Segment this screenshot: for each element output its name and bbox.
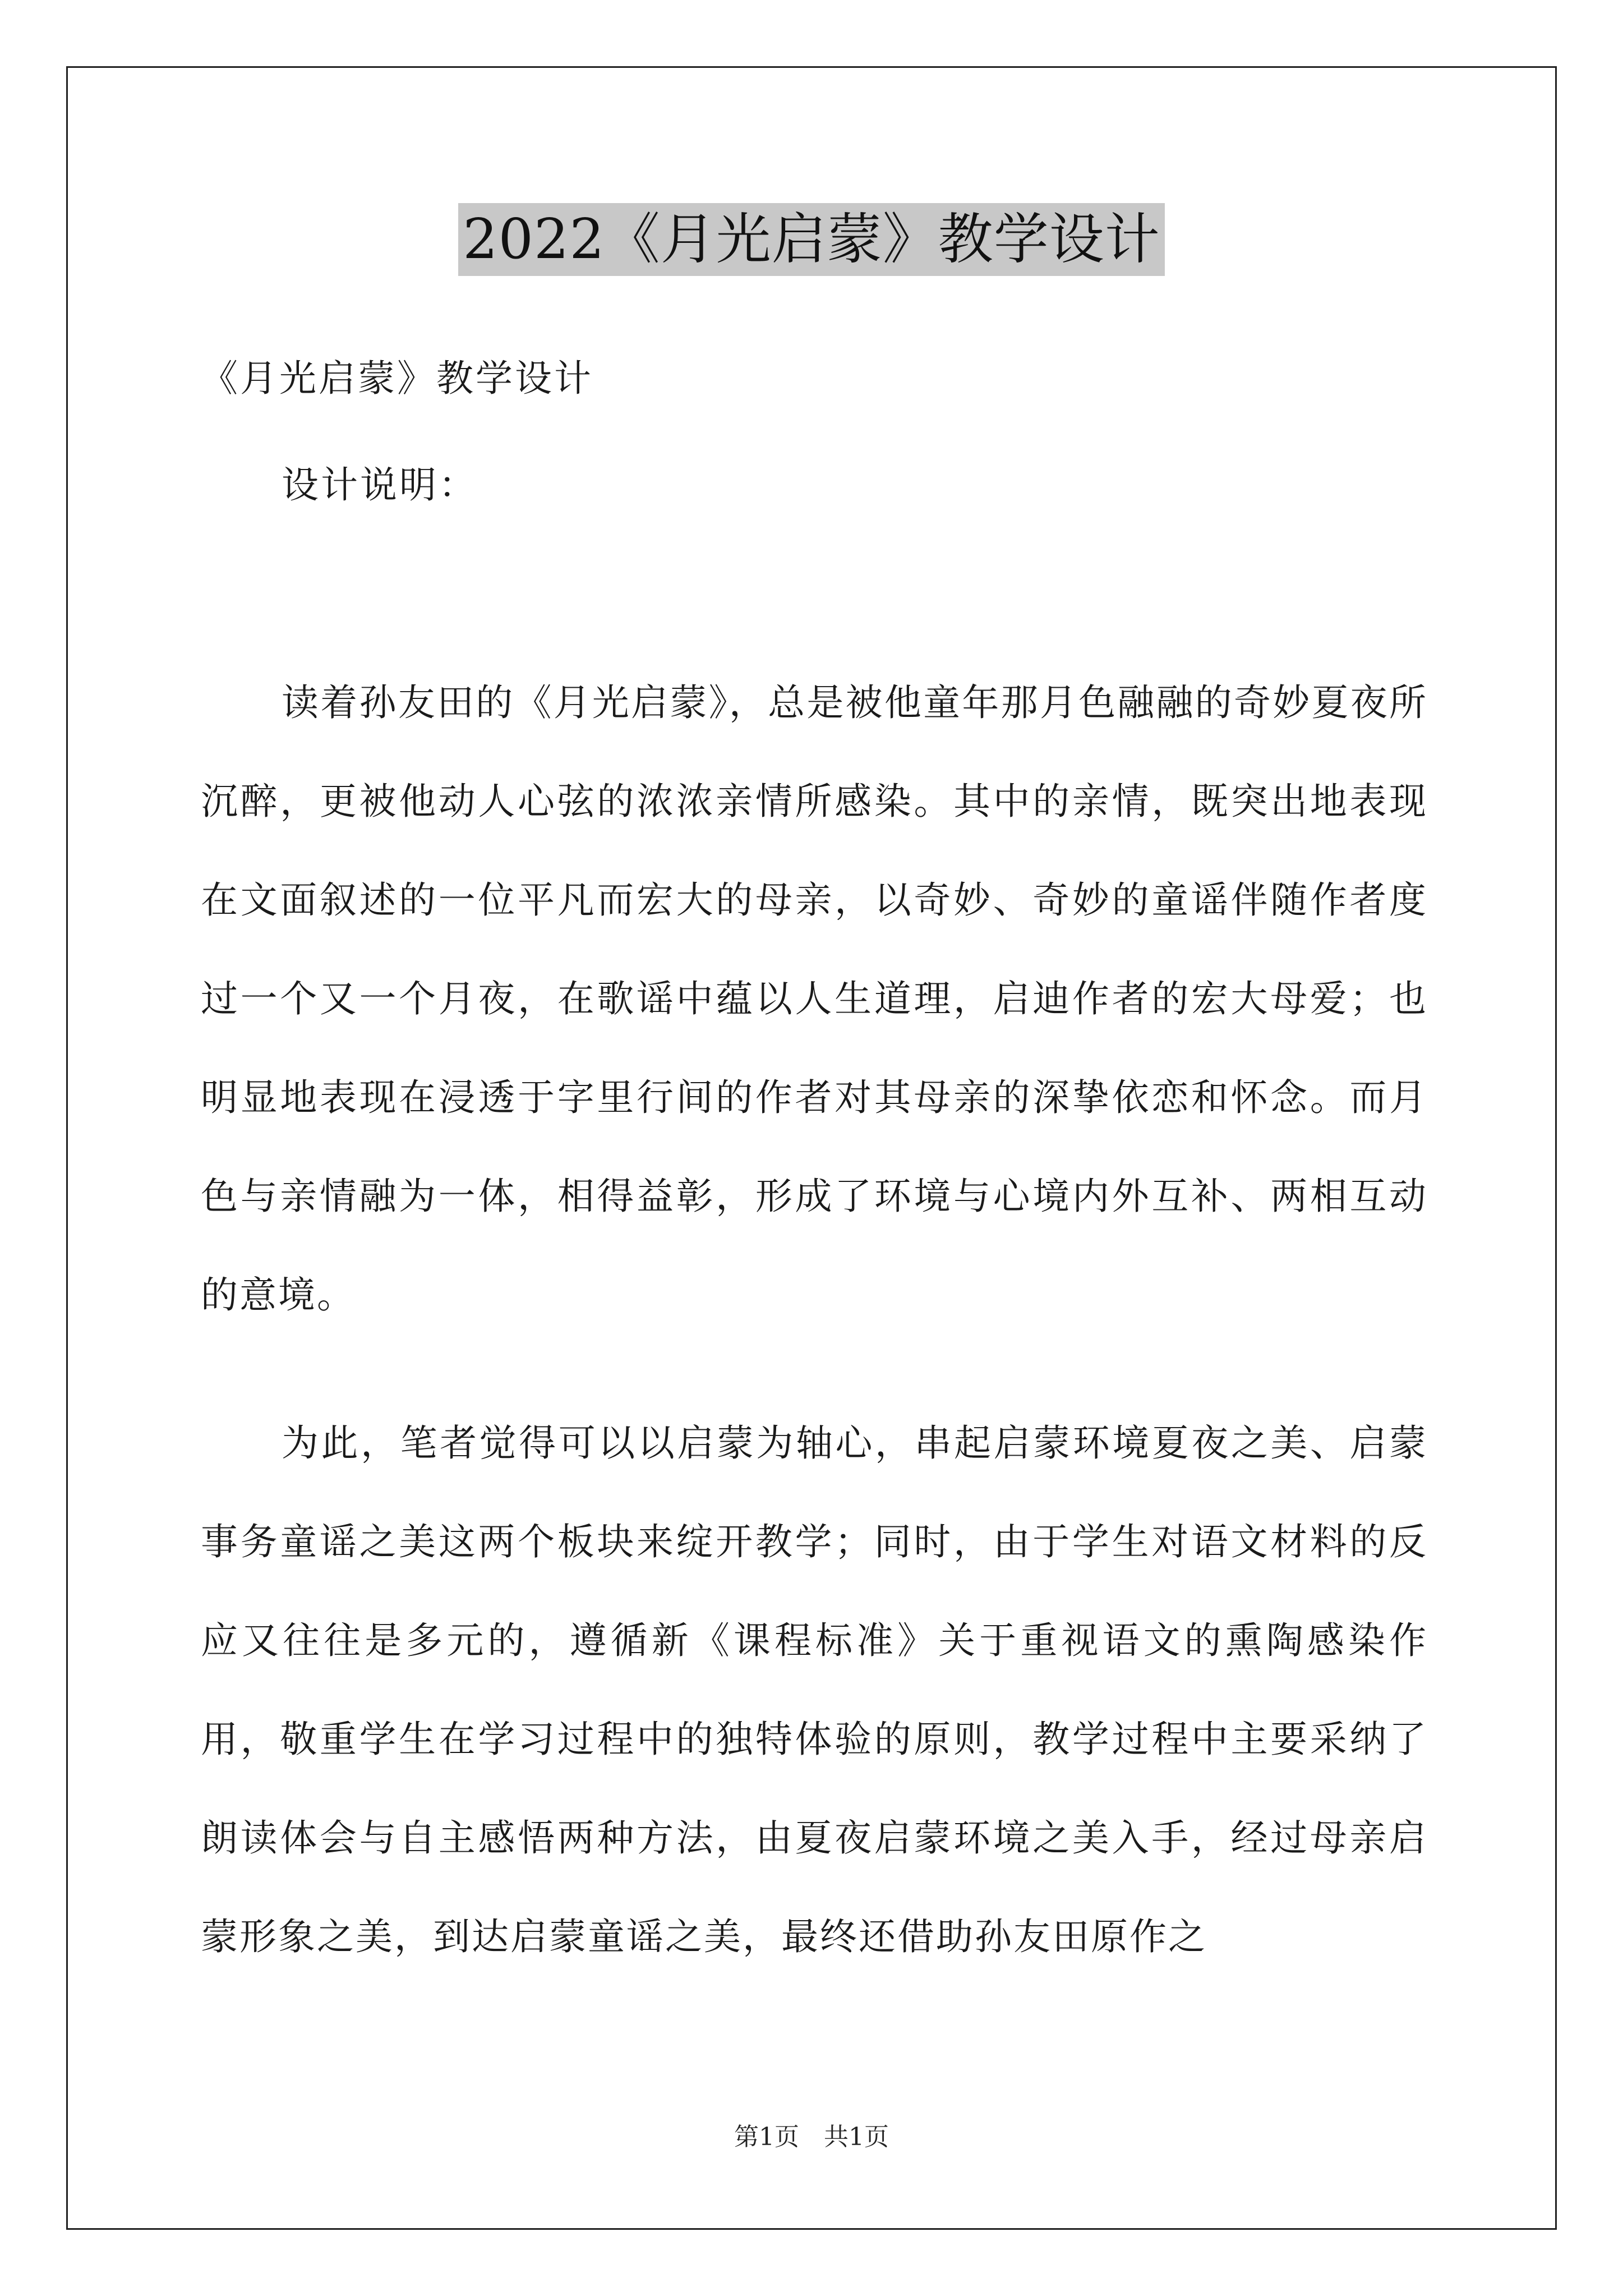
document-title: 2022《月光启蒙》教学设计 (458, 203, 1164, 276)
page-footer: 第1页 共1页 (734, 2123, 889, 2151)
body-paragraph-1: 读着孙友田的《月光启蒙》，总是被他童年那月色融融的奇妙夏夜所沉醉，更被他动人心弦的浓浓亲情所感染。其中的亲情，既突出地表现在文面叙述的一位平凡而宏大的母亲，以奇妙、奇妙的童谣伴随作者度过一个又一个月夜，在歌谣中蕴以人生道理，启迪作者的宏大母爱；也明显地表现在浸透于字里行间的作者对其母亲的深挚依恋和怀念。而月色与亲情融为一体，相得益彰，形成了环境与心境内外互补、两相互动的意境。 (201, 681, 1428, 1317)
section-heading: 设计说明： (282, 463, 478, 507)
document-subtitle: 《月光启蒙》教学设计 (201, 357, 593, 400)
title-container (0, 203, 1623, 276)
body-paragraph-2: 为此，笔者觉得可以以启蒙为轴心，串起启蒙环境夏夜之美、启蒙事务童谣之美这两个板块来绽开教学；同时，由于学生对语文材料的反应又往往是多元的，遵循新《课程标准》关于重视语文的熏陶感染作用，敬重学生在学习过程中的独特体验的原则，教学过程中主要采纳了朗读体会与自主感悟两种方法，由夏夜启蒙环境之美入手，经过母亲启蒙形象之美，到达启蒙童谣之美，最终还借助孙友田原作之 (201, 1421, 1428, 1958)
